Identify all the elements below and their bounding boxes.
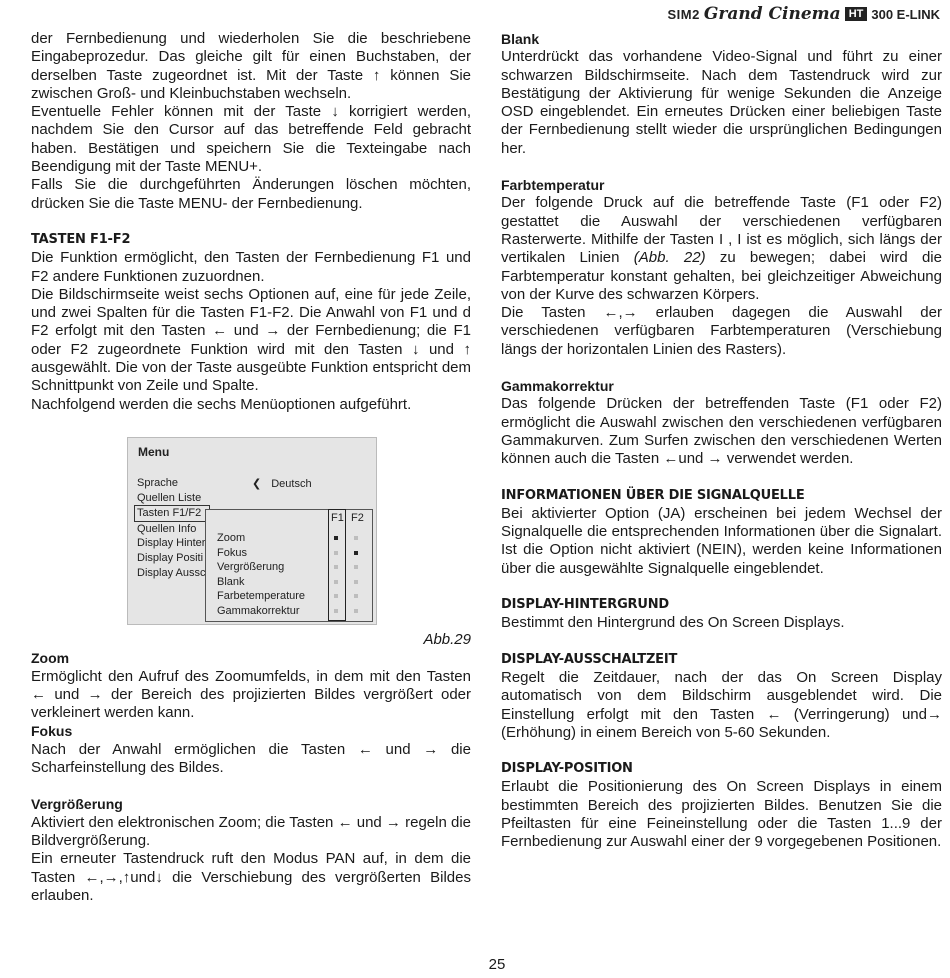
- section-heading: Blank: [501, 31, 540, 47]
- paragraph: Nachfolgend werden die sechs Menüoptionen aufgeführt.: [31, 395, 412, 413]
- section-heading: Fokus: [31, 723, 73, 740]
- assignment-mark-f1: [334, 565, 338, 569]
- assignment-mark-f2: [354, 609, 358, 613]
- paragraph: Eventuelle Fehler können mit der Taste ↓ korrigiert werden, nachdem Sie den Cursor auf das betreffende Feld gebracht haben. Bestätigen und speichern Sie die Texteingabe nach Beendigung mit der Taste MENU+.: [31, 103, 471, 176]
- menu-item-selected: Tasten F1/F2: [134, 505, 210, 522]
- col-header-f2: F2: [351, 511, 364, 524]
- assignment-mark-f2: [354, 551, 358, 555]
- section-heading: TASTEN F1-F2: [31, 231, 131, 247]
- section-heading: Zoom: [31, 650, 70, 667]
- paragraph: [501, 194, 942, 304]
- menu-title: Menu: [138, 444, 170, 459]
- section-heading: INFORMATIONEN ÜBER DIE SIGNALQUELLE: [501, 487, 805, 503]
- assignment-mark-f1: [334, 551, 338, 555]
- assignment-mark-f2: [354, 594, 358, 598]
- right-column: [501, 30, 942, 852]
- paragraph: Bestimmt den Hintergrund des On Screen Displays.: [501, 614, 845, 632]
- submenu-item: Zoom: [217, 531, 246, 544]
- paragraph: der Fernbedienung und wiederholen Sie die beschriebene Eingabeprozedur. Das gleiche gilt für einen Buchstaben, der derselben Taste zugeordnet ist. Mit der Taste ↑ können Sie zwischen Groß- und Kleinbuchstaben wechseln.: [31, 30, 471, 102]
- menu-item: Display Hinter: [137, 537, 206, 550]
- paragraph: Unterdrückt das vorhandene Video-Signal und führt zu einer schwarzen Bildschirmseite. Nach dem Tastendruck wird zur Bestätigung der Aktivierung für wenige Sekunden die Anzeige OSD eingeblendet. Ein erneutes Drücken einer beliebigen Taste der Fernbedienung stellt wieder die ursprünglichen Bedingungen her.: [501, 48, 942, 157]
- brand-model: 300 E-LINK: [871, 6, 940, 22]
- chevron-left-icon: ❮: [252, 477, 262, 490]
- paragraph: Die Bildschirmseite weist sechs Optionen auf, eine für jede Zeile, und zwei Spalten für die Tasten F1-F2. Die Anwahl von F1 und d F2 erfolgt mit den Tasten ← und → der Fernbedienung; die F1 oder F2 zugeordnete Funktion wird mit den Tasten ↓ und ↑ ausgewählt. Die von der Taste ausgeübte Funktion entspricht dem Schnittpunkt von Zeile und Spalte.: [31, 285, 471, 395]
- section-heading: DISPLAY-POSITION: [501, 761, 633, 777]
- paragraph: Regelt die Zeitdauer, nach der das On Screen Display automatisch von dem Bildschirm ausgeblendet wird. Die Einstellung erfolgt mit den Tasten ← (Verringerung) und→ (Erhöhung) in einem Bereich von 5-60 Sekunden.: [501, 668, 942, 741]
- section-heading: Farbtemperatur: [501, 177, 605, 194]
- figure-caption: Abb.29: [423, 630, 471, 648]
- section-heading: DISPLAY-AUSSCHALTZEIT: [501, 651, 678, 667]
- brand-ht-badge: HT: [845, 7, 868, 21]
- menu-item: Quellen Info: [137, 522, 197, 535]
- paragraph: Ermöglicht den Aufruf des Zoomumfelds, in dem mit den Tasten ← und → der Bereich des projizierten Bildes vergrößert oder verkleinert werden kann.: [31, 667, 471, 722]
- submenu-list: [217, 531, 305, 619]
- paragraph: Nach der Anwahl ermöglichen die Tasten ← und → die Scharfeinstellung des Bildes.: [31, 740, 471, 777]
- menu-item: Display Positi: [137, 551, 204, 564]
- submenu-item: Blank: [217, 575, 245, 588]
- submenu-item: Farbetemperature: [217, 590, 306, 603]
- assignment-mark-f1: [334, 609, 338, 613]
- page-number: 25: [488, 956, 506, 973]
- submenu-item: Fokus: [217, 546, 247, 559]
- section-heading: Vergrößerung: [31, 796, 123, 813]
- left-column: [31, 30, 471, 905]
- f1-f2-submenu: [205, 509, 373, 622]
- paragraph: Die Funktion ermöglicht, den Tasten der Fernbedienung F1 und F2 andere Funktionen zuzuordnen.: [31, 249, 471, 285]
- menu-screenshot-figure: [127, 437, 377, 625]
- col-header-f1: F1: [331, 511, 344, 524]
- assignment-mark-f2: [354, 565, 358, 569]
- paragraph: Falls Sie die durchgeführten Änderungen löschen möchten, drücken Sie die Taste MENU- der Fernbedienung.: [31, 176, 471, 212]
- paragraph: Aktiviert den elektronischen Zoom; die Tasten ← und → regeln die Bildvergrößerung.: [31, 813, 471, 849]
- submenu-item: Vergrößerung: [217, 561, 285, 574]
- language-setting: [252, 477, 322, 492]
- paragraph: Die Tasten ←,→ erlauben dagegen die Auswahl der verschiedenen verfügbaren Farbtemperaturen (Verschiebung längs der horizontalen Linien des Rasters).: [501, 304, 942, 358]
- section-heading: Gammakorrektur: [501, 378, 614, 395]
- brand-sim2: SIM2: [667, 6, 700, 22]
- figure-reference: (Abb. 22): [633, 249, 706, 267]
- assignment-mark-f1: [334, 580, 338, 584]
- assignment-mark-f2: [354, 580, 358, 584]
- paragraph: Erlaubt die Positionierung des On Screen Displays in einem bestimmten Bereich des projizierten Bildes. Benutzen Sie die Pfeiltasten für eine Feineinstellung oder die Tasten 1...9 der Fernbedienung zur Auswahl einer der 9 vorgegebenen Positionen.: [501, 778, 942, 851]
- paragraph: Bei aktivierter Option (JA) erscheinen bei jedem Wechsel der Signalquelle die entsprechenden Informationen über die Signalart. Ist die Option nicht aktiviert (NEIN), werden keine Informationen über die ausgewählte Signalquelle eingeblendet.: [501, 504, 942, 577]
- paragraph: Das folgende Drücken der betreffenden Taste (F1 oder F2) ermöglicht die Auswahl zwischen den verschiedenen verfügbaren Gammakurven. Zum Surfen zwischen den verschiedenen Werten können auch die Tasten ←und → verwendet werden.: [501, 395, 942, 468]
- menu-item: Sprache: [137, 476, 178, 489]
- brand-grand-cinema: Grand Cinema: [703, 4, 841, 24]
- brand-header: [668, 4, 940, 24]
- paragraph: Ein erneuter Tastendruck ruft den Modus PAN auf, in dem die Tasten ←,→,↑und↓ die Verschiebung des vergrößerten Bildes erlauben.: [31, 850, 471, 904]
- menu-item: Display Aussc: [137, 566, 206, 579]
- assignment-mark-f1: [334, 536, 338, 540]
- assignment-mark-f2: [354, 536, 358, 540]
- text-span: Der folgende Druck auf die betreffende Taste (F1 oder F2) gestattet die Auswahl der verschiedenen verfügbaren Rasterwerte. Mithilfe der Tasten I , I ist es möglich, sich längs der vertikalen Linien: [501, 194, 942, 267]
- menu-main-list: [137, 476, 210, 580]
- assignment-mark-f1: [334, 594, 338, 598]
- menu-item: Quellen Liste: [137, 491, 202, 504]
- text-span: zu bewegen; dabei wird die Farbtemperatur konstant gehalten, bei gleichzeitiger Abweichung von der Kurve des schwarzen Körpers.: [501, 249, 942, 303]
- section-heading: DISPLAY-HINTERGRUND: [501, 597, 669, 613]
- language-value: Deutsch: [271, 477, 312, 490]
- submenu-item: Gammakorrektur: [217, 604, 300, 617]
